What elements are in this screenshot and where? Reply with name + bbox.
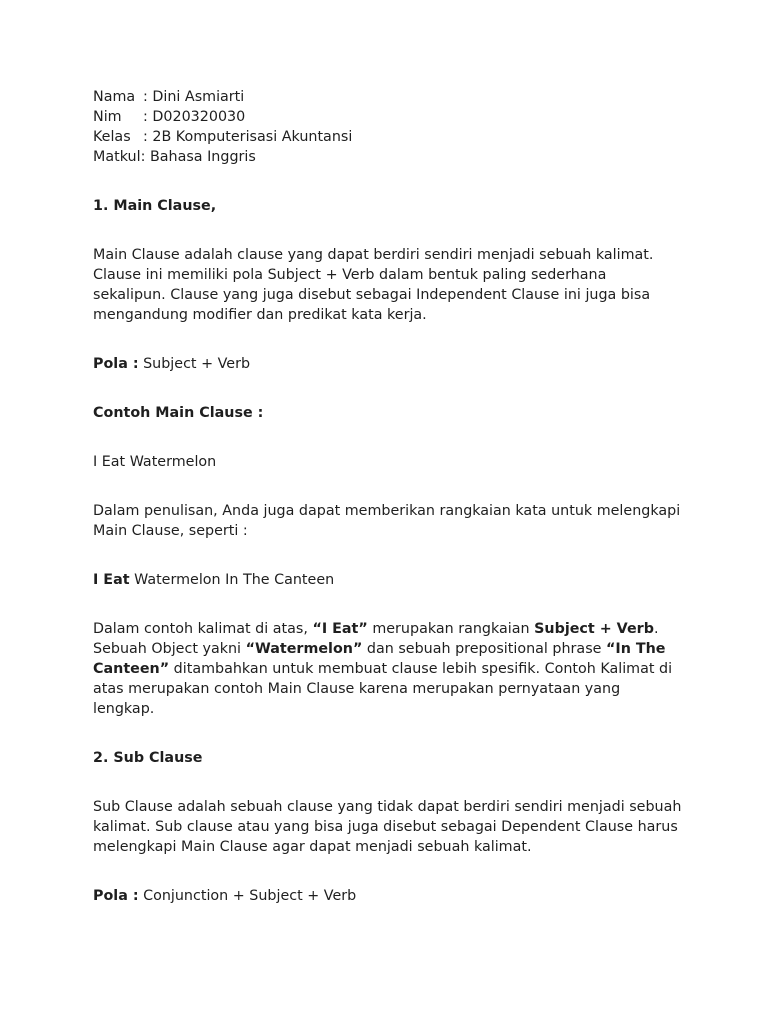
- course-label: Matkul: [93, 149, 141, 165]
- pattern-label-2: Pola :: [93, 888, 139, 904]
- course-value: : Bahasa Inggris: [140, 149, 256, 165]
- pattern-value: Subject + Verb: [138, 356, 251, 372]
- example-remainder: Watermelon In The Canteen: [129, 572, 335, 588]
- example-heading: Contoh Main Clause :: [93, 405, 264, 421]
- sub-clause-pattern: [93, 886, 683, 906]
- section-heading-main-clause: 1. Main Clause,: [93, 198, 217, 214]
- example-sentence-2: [93, 570, 683, 590]
- student-id-line: [93, 107, 683, 127]
- student-name-line: [93, 87, 683, 107]
- explanation-paragraph-2: Dalam contoh kalimat di atas, “I Eat” merupakan rangkaian Subject + Verb. Sebuah Object yakni “Watermelon” dan sebuah prepositional phrase “In The Canteen” ditambahkan untuk membuat clause lebih spesifik. Contoh Kalimat di atas merupakan contoh Main Clause karena merupakan pernyataan yang lengkap.: [93, 621, 673, 717]
- main-clause-definition: Main Clause adalah clause yang dapat berdiri sendiri menjadi sebuah kalimat. Clause ini memiliki pola Subject + Verb dalam bentuk paling sederhana sekalipun. Clause yang juga disebut sebagai Independent Clause ini juga bisa mengandung modifier dan predikat kata kerja.: [93, 247, 654, 323]
- example-sentence-1: I Eat Watermelon: [93, 454, 217, 470]
- student-id-label: Nim: [93, 109, 122, 125]
- student-name-label: Nama: [93, 89, 136, 105]
- class-label: Kelas: [93, 129, 131, 145]
- example-subject-verb: I Eat: [93, 572, 130, 588]
- document-body: [93, 87, 683, 906]
- student-name-value: : Dini Asmiarti: [143, 89, 245, 105]
- pattern-label: Pola :: [93, 356, 139, 372]
- main-clause-pattern: [93, 354, 683, 374]
- class-line: [93, 127, 683, 147]
- student-id-value: : D020320030: [143, 109, 246, 125]
- section-heading-sub-clause: 2. Sub Clause: [93, 750, 203, 766]
- explanation-paragraph-1: Dalam penulisan, Anda juga dapat memberikan rangkaian kata untuk melengkapi Main Clause, seperti :: [93, 503, 681, 539]
- course-line: [93, 147, 683, 167]
- pattern-value-2: Conjunction + Subject + Verb: [138, 888, 357, 904]
- class-value: : 2B Komputerisasi Akuntansi: [143, 129, 353, 145]
- sub-clause-definition: Sub Clause adalah sebuah clause yang tidak dapat berdiri sendiri menjadi sebuah kalimat. Sub clause atau yang bisa juga disebut sebagai Dependent Clause harus melengkapi Main Clause agar dapat menjadi sebuah kalimat.: [93, 799, 682, 855]
